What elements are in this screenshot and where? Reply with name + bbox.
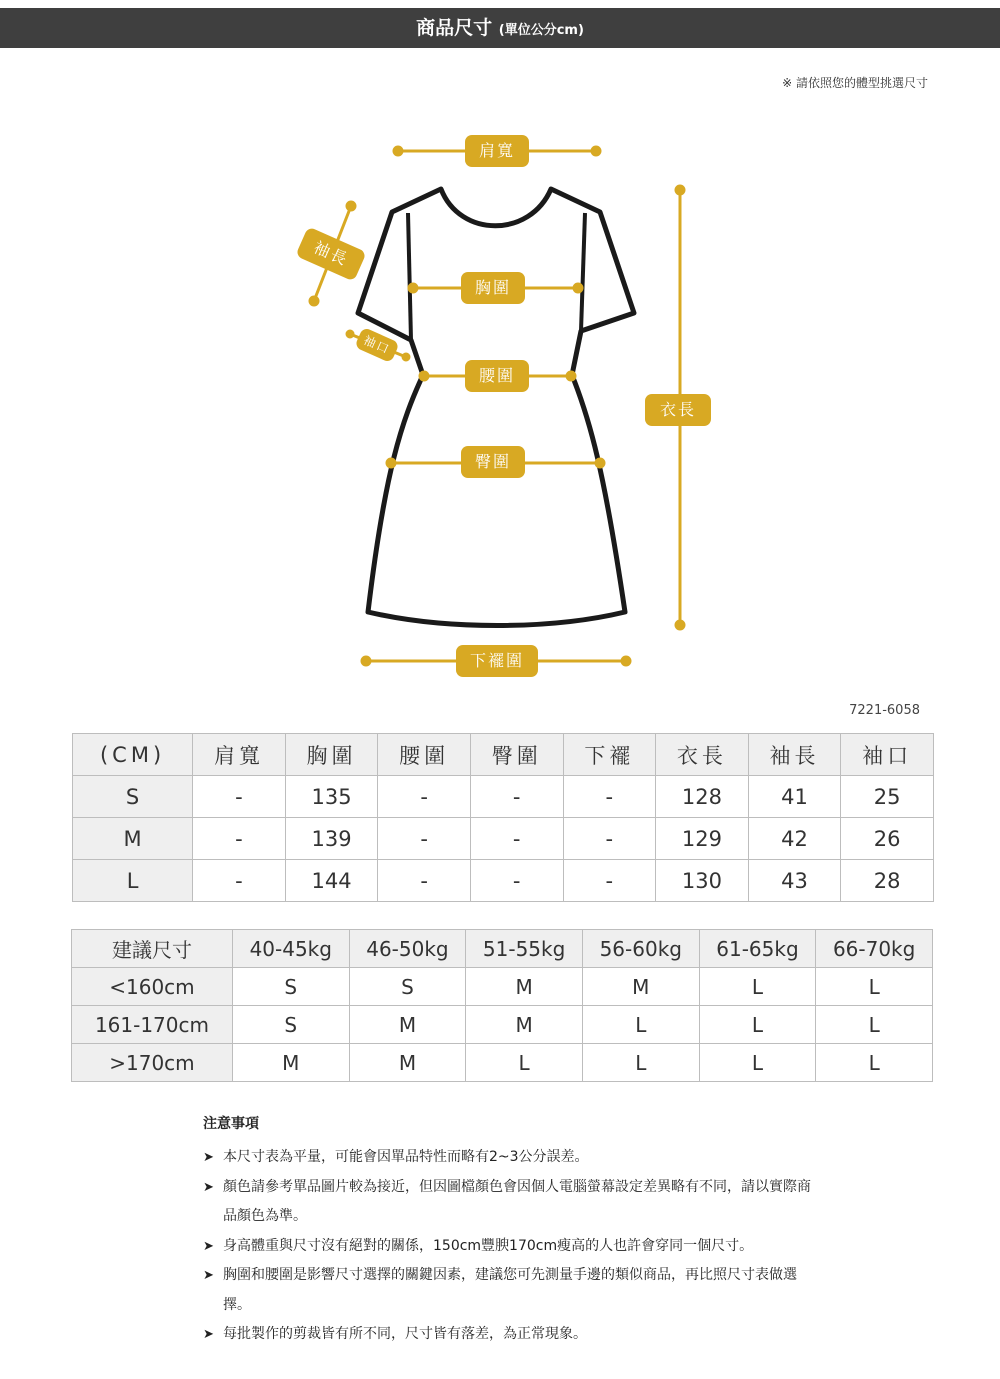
recommend-cell: L — [699, 1006, 816, 1044]
size-cell: - — [563, 860, 656, 902]
recommend-header-cell: 40-45kg — [232, 930, 349, 968]
size-cell: 43 — [748, 860, 841, 902]
size-hint: ※ 請依照您的體型挑選尺寸 — [782, 76, 928, 90]
garment-diagram — [0, 110, 1000, 700]
recommend-header-cell: 66-70kg — [816, 930, 933, 968]
recommend-cell: 161-170cm — [72, 1006, 233, 1044]
recommend-cell: M — [349, 1006, 466, 1044]
note-text: 身高體重與尺寸沒有絕對的關係，150cm豐腴170cm瘦高的人也許會穿同一個尺寸。 — [223, 1237, 754, 1254]
recommend-header-cell: 56-60kg — [582, 930, 699, 968]
size-cell: S — [73, 776, 193, 818]
length-label: 衣長 — [645, 394, 711, 426]
recommend-cell: S — [232, 1006, 349, 1044]
recommend-cell: L — [582, 1044, 699, 1082]
size-cell: 42 — [748, 818, 841, 860]
header-title: 商品尺寸 — [416, 17, 493, 39]
table-row — [72, 1044, 933, 1082]
size-cell: 129 — [656, 818, 749, 860]
arrow-icon: ➤ — [203, 1179, 214, 1195]
size-cell: - — [193, 818, 286, 860]
recommend-header-cell: 建議尺寸 — [72, 930, 233, 968]
recommend-table-header — [72, 930, 933, 968]
size-cell: - — [563, 818, 656, 860]
recommend-cell: M — [232, 1044, 349, 1082]
size-cell: 130 — [656, 860, 749, 902]
header-unit: (單位公分cm) — [498, 23, 584, 38]
table-row — [73, 776, 934, 818]
recommend-cell: M — [466, 968, 583, 1006]
shoulder-label: 肩寬 — [465, 135, 529, 167]
size-cell: 28 — [841, 860, 934, 902]
size-cell: 135 — [285, 776, 378, 818]
size-cell: - — [378, 860, 471, 902]
size-header-cell: 肩寬 — [193, 734, 286, 776]
size-header-cell: 下襬 — [563, 734, 656, 776]
arrow-icon: ➤ — [203, 1268, 214, 1283]
chest-label: 胸圍 — [461, 272, 525, 304]
note-item — [203, 1232, 823, 1262]
size-cell: - — [193, 860, 286, 902]
arrow-icon: ➤ — [203, 1150, 214, 1165]
recommend-cell: L — [816, 1006, 933, 1044]
note-item — [203, 1320, 823, 1350]
size-cell: L — [73, 860, 193, 902]
table-row — [72, 1006, 933, 1044]
size-cell: - — [470, 776, 563, 818]
size-cell: - — [378, 776, 471, 818]
recommend-cell: L — [816, 968, 933, 1006]
size-header-cell: (CM) — [73, 734, 193, 776]
size-header-cell: 袖口 — [841, 734, 934, 776]
size-header-cell: 袖長 — [748, 734, 841, 776]
dress-illustration — [0, 110, 1000, 700]
hem-label: 下襬圍 — [456, 645, 538, 677]
table-row — [72, 968, 933, 1006]
sleeve-length-label: 袖長 — [295, 226, 366, 281]
arrow-icon: ➤ — [203, 1327, 214, 1342]
size-cell: M — [73, 818, 193, 860]
note-item — [203, 1173, 823, 1232]
size-cell: 41 — [748, 776, 841, 818]
recommend-cell: M — [349, 1044, 466, 1082]
hip-label: 臀圍 — [461, 446, 525, 478]
note-item — [203, 1261, 823, 1320]
note-text: 本尺寸表為平量，可能會因單品特性而略有2~3公分誤差。 — [223, 1149, 589, 1165]
size-cell: 128 — [656, 776, 749, 818]
size-cell: - — [470, 860, 563, 902]
note-text: 每批製作的剪裁皆有所不同，尺寸皆有落差，為正常現象。 — [223, 1326, 587, 1342]
recommend-cell: L — [699, 1044, 816, 1082]
size-header-cell: 臀圍 — [470, 734, 563, 776]
size-cell: 139 — [285, 818, 378, 860]
note-text: 顏色請參考單品圖片較為接近，但因圖檔顏色會因個人電腦螢幕設定差異略有不同，請以實際商品顏色為準。 — [223, 1178, 811, 1224]
size-header-cell: 胸圍 — [285, 734, 378, 776]
size-header-cell: 衣長 — [656, 734, 749, 776]
arrow-icon: ➤ — [203, 1238, 214, 1254]
table-row — [73, 818, 934, 860]
product-code: 7221-6058 — [849, 703, 920, 718]
recommend-cell: L — [816, 1044, 933, 1082]
size-header-cell: 腰圍 — [378, 734, 471, 776]
notes-section — [203, 1113, 823, 1350]
sleeve-opening-label: 袖口 — [354, 327, 399, 363]
note-text: 胸圍和腰圍是影響尺寸選擇的關鍵因素，建議您可先測量手邊的類似商品，再比照尺寸表做選擇。 — [223, 1267, 797, 1313]
recommend-cell: L — [699, 968, 816, 1006]
size-table — [72, 733, 934, 902]
size-cell: 26 — [841, 818, 934, 860]
recommend-cell: S — [349, 968, 466, 1006]
recommend-cell: M — [466, 1006, 583, 1044]
size-cell: - — [470, 818, 563, 860]
recommend-header-cell: 61-65kg — [699, 930, 816, 968]
size-cell: - — [193, 776, 286, 818]
size-cell: - — [378, 818, 471, 860]
waist-label: 腰圍 — [465, 360, 529, 392]
recommend-cell: L — [582, 1006, 699, 1044]
table-row — [73, 860, 934, 902]
size-cell: 25 — [841, 776, 934, 818]
recommend-table — [71, 929, 933, 1082]
size-table-header — [73, 734, 934, 776]
page-header — [0, 8, 1000, 48]
notes-title: 注意事項 — [203, 1116, 259, 1132]
recommend-cell: M — [582, 968, 699, 1006]
recommend-cell: >170cm — [72, 1044, 233, 1082]
size-cell: - — [563, 776, 656, 818]
recommend-header-cell: 46-50kg — [349, 930, 466, 968]
size-cell: 144 — [285, 860, 378, 902]
note-item — [203, 1143, 823, 1173]
recommend-cell: S — [232, 968, 349, 1006]
recommend-header-cell: 51-55kg — [466, 930, 583, 968]
recommend-cell: <160cm — [72, 968, 233, 1006]
recommend-cell: L — [466, 1044, 583, 1082]
